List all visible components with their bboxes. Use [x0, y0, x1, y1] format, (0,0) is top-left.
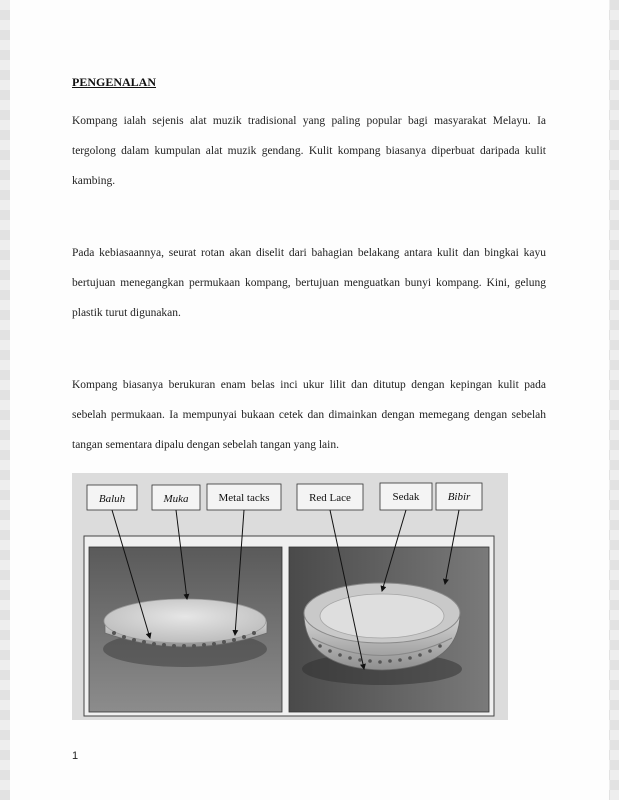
- svg-text:Muka: Muka: [163, 493, 189, 505]
- kompang-diagram: [72, 473, 508, 720]
- paragraph-3: Kompang biasanya berukuran enam belas inci ukur lilit dan ditutup dengan kepingan kulit pada sebelah permukaan. Ia mempunyai bukaan cetek dan dimainkan dengan memegang dengan sebelah tangan sementara dipalu dengan sebelah tangan yang lain.: [72, 379, 546, 451]
- paragraph-1: Kompang ialah sejenis alat muzik tradisional yang paling popular bagi masyarakat Melayu. Ia tergolong dalam kumpulan alat muzik gendang. Kulit kompang biasanya diperbuat daripada kulit kambing.: [72, 115, 546, 187]
- svg-text:Baluh: Baluh: [98, 493, 126, 505]
- label-red-lace: [297, 484, 363, 510]
- svg-text:Metal tacks: Metal tacks: [218, 492, 270, 504]
- section-heading: PENGENALAN: [72, 75, 157, 89]
- svg-text:Bibir: Bibir: [447, 491, 471, 503]
- photo-right: [289, 547, 489, 712]
- paragraph-2: Pada kebiasaannya, seurat rotan akan diselit dari bahagian belakang antara kulit dan bingkai kayu bertujuan menegangkan permukaan kompang, bertujuan menguatkan bunyi kompang. Kini, gelung plastik turut digunakan.: [72, 247, 546, 319]
- label-metal-tacks: [207, 484, 281, 510]
- label-sedak: [380, 483, 432, 510]
- svg-text:Red Lace: Red Lace: [309, 492, 351, 504]
- page-number: 1: [72, 750, 79, 762]
- label-muka: [152, 485, 200, 510]
- svg-text:Sedak: Sedak: [392, 491, 420, 503]
- label-baluh: [87, 485, 137, 510]
- photo-left: [89, 547, 282, 712]
- label-bibir: [436, 483, 482, 510]
